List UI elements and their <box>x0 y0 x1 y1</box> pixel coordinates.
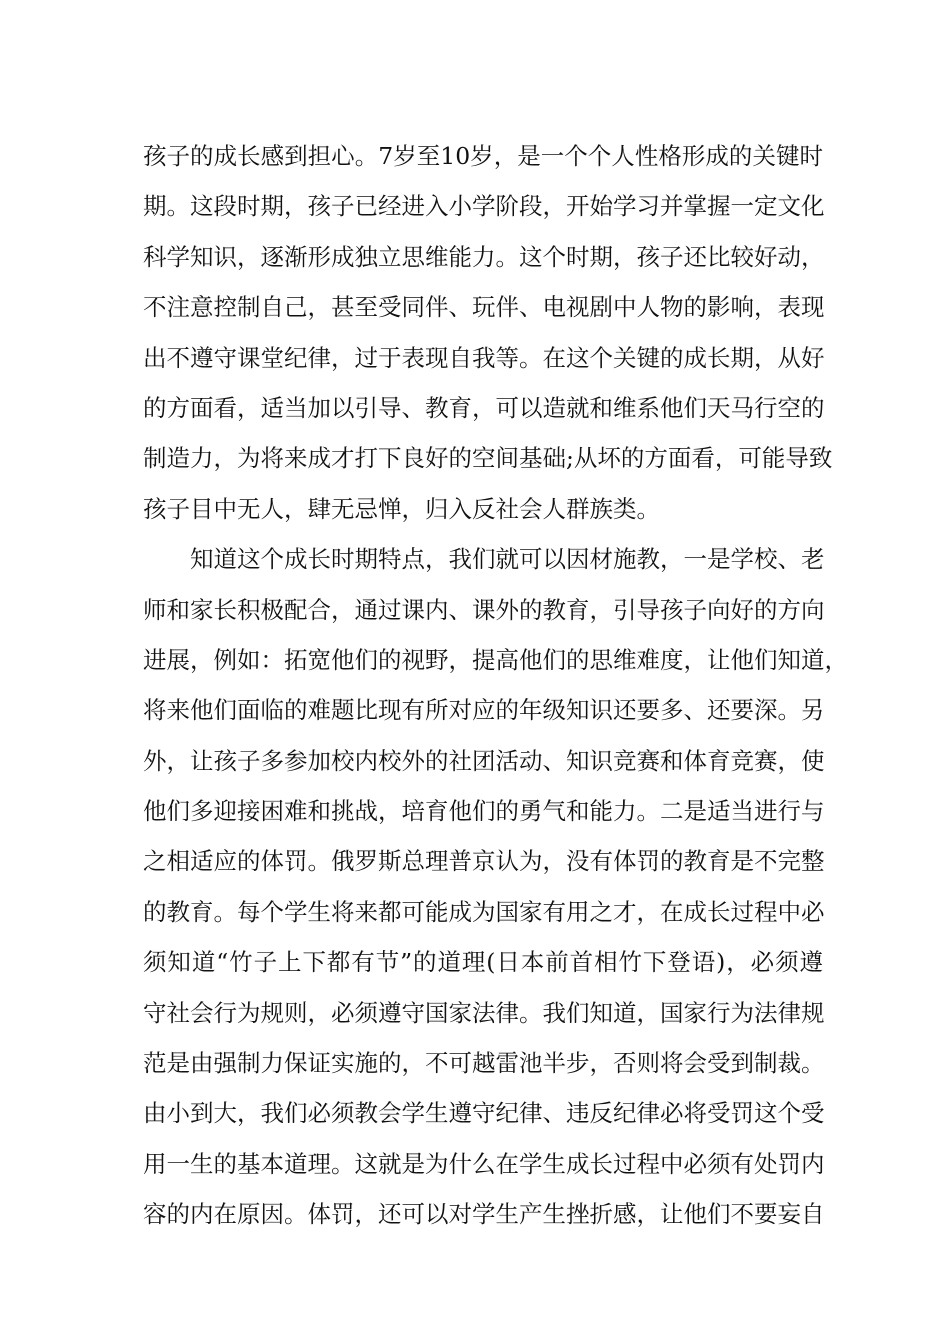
text-line: 容的内在原因。体罚，还可以对学生产生挫折感，让他们不要妄自 <box>143 1200 825 1229</box>
text-line: 的方面看，适当加以引导、教育，可以造就和维系他们天马行空的 <box>143 393 825 422</box>
text-line: 由小到大，我们必须教会学生遵守纪律、违反纪律必将受罚这个受 <box>143 1099 825 1128</box>
paragraph-1 <box>143 131 833 534</box>
text-line: 须知道“竹子上下都有节”的道理(日本前首相竹下登语)，必须遵 <box>143 948 823 977</box>
text-line: 科学知识，逐渐形成独立思维能力。这个时期，孩子还比较好动， <box>143 242 825 271</box>
paragraph-2 <box>143 534 848 1239</box>
text-line: 外，让孩子多参加校内校外的社团活动、知识竞赛和体育竞赛，使 <box>143 746 825 775</box>
text-line: 制造力，为将来成才打下良好的空间基础;从坏的方面看，可能导致 <box>143 444 833 473</box>
text-line: 孩子目中无人，肆无忌惮，归入反社会人群族类。 <box>143 494 660 523</box>
text-line: 进展，例如：拓宽他们的视野，提高他们的思维难度，让他们知道， <box>143 645 848 674</box>
text-line: 他们多迎接困难和挑战，培育他们的勇气和能力。二是适当进行与 <box>143 797 825 826</box>
text-line: 将来他们面临的难题比现有所对应的年级知识还要多、还要深。另 <box>143 696 825 725</box>
text-line: 之相适应的体罚。俄罗斯总理普京认为，没有体罚的教育是不完整 <box>143 847 825 876</box>
text-line: 期。这段时期，孩子已经进入小学阶段，开始学习并掌握一定文化 <box>143 192 825 221</box>
text-line: 守社会行为规则，必须遵守国家法律。我们知道，国家行为法律规 <box>143 998 825 1027</box>
text-line: 的教育。每个学生将来都可能成为国家有用之才，在成长过程中必 <box>143 897 825 926</box>
body-text <box>143 131 848 1240</box>
text-line: 知道这个成长时期特点，我们就可以因材施教，一是学校、老 <box>190 545 825 574</box>
text-line: 不注意控制自己，甚至受同伴、玩伴、电视剧中人物的影响，表现 <box>143 293 825 322</box>
text-line: 用一生的基本道理。这就是为什么在学生成长过程中必须有处罚内 <box>143 1149 825 1178</box>
text-line: 范是由强制力保证实施的，不可越雷池半步，否则将会受到制裁。 <box>143 1049 825 1078</box>
text-line: 出不遵守课堂纪律，过于表现自我等。在这个关键的成长期，从好 <box>143 343 825 372</box>
text-line: 孩子的成长感到担心。7岁至10岁，是一个个人性格形成的关键时 <box>143 142 823 170</box>
text-line: 师和家长积极配合，通过课内、课外的教育，引导孩子向好的方向 <box>143 595 825 624</box>
